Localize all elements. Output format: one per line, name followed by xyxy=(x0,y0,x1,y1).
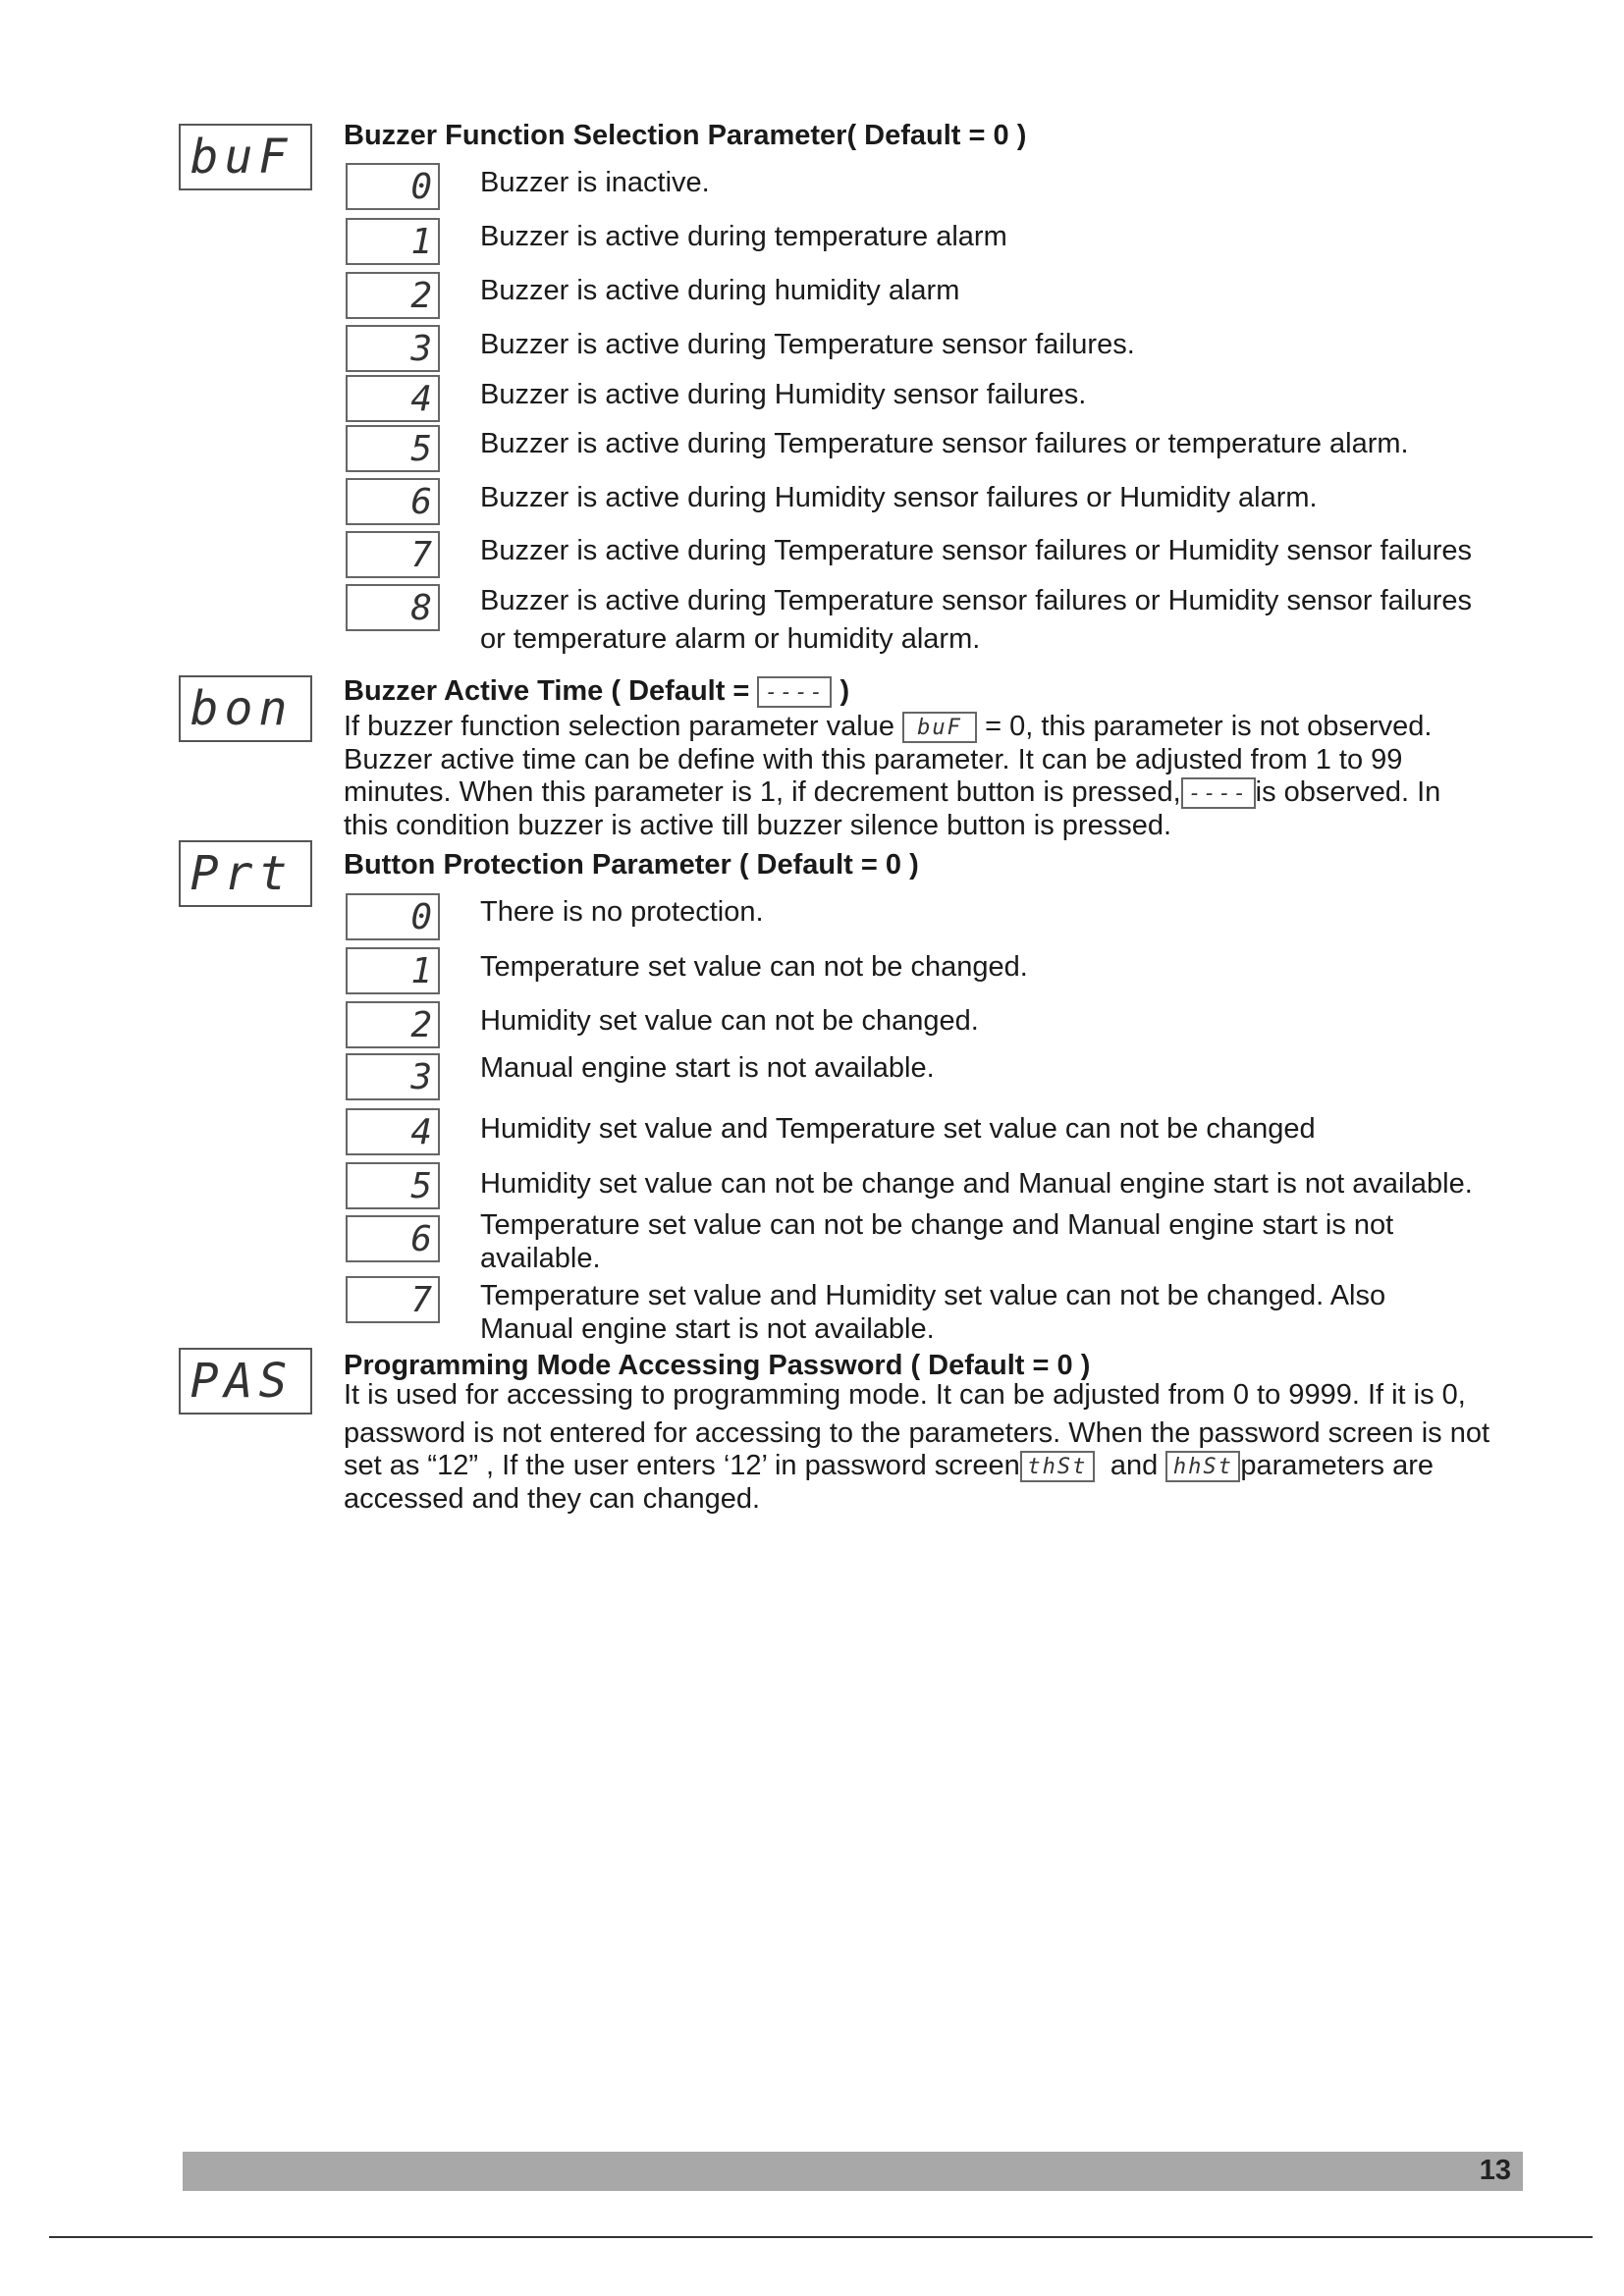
prt-option-value: 3 xyxy=(346,1053,440,1100)
buf-option-value: 4 xyxy=(346,375,440,422)
dashes-inline-display-icon: ---- xyxy=(1181,777,1256,809)
prt-option-value: 7 xyxy=(346,1276,440,1323)
buf-option-value: 7 xyxy=(346,531,440,578)
prt-display-icon: Prt xyxy=(179,840,312,907)
buf-option-value: 5 xyxy=(346,425,440,472)
default-dashes-display-icon: ---- xyxy=(757,676,832,708)
pas-line3-mid: and xyxy=(1094,1450,1166,1481)
prt-option-value: 1 xyxy=(346,947,440,994)
footer-bar xyxy=(183,2152,1523,2191)
buf-option-value: 8 xyxy=(346,584,440,631)
pas-section-title: Programming Mode Accessing Password ( Default = 0 ) xyxy=(344,1350,1091,1381)
buf-option-text: Buzzer is active during Humidity sensor failures or Humidity alarm. xyxy=(480,482,1318,513)
prt-option-text-continued: available. xyxy=(480,1243,601,1274)
buf-option-text: Buzzer is active during temperature alarm xyxy=(480,221,1007,252)
buf-option-text: Buzzer is inactive. xyxy=(480,167,710,198)
pas-paragraph-line: It is used for accessing to programming mode. It can be adjusted from 0 to 9999. If it is 0, xyxy=(344,1379,1466,1411)
bon-section-title xyxy=(344,675,849,708)
buf-option-text: Buzzer is active during Temperature sensor failures or temperature alarm. xyxy=(480,428,1409,459)
buf-option-value: 2 xyxy=(346,272,440,319)
prt-option-text: Manual engine start is not available. xyxy=(480,1052,935,1084)
bon-paragraph-line: this condition buzzer is active till buzzer silence button is pressed. xyxy=(344,810,1172,841)
bon-line1-text: If buzzer function selection parameter value xyxy=(344,711,903,742)
buf-section-title: Buzzer Function Selection Parameter( Default = 0 ) xyxy=(344,120,1027,151)
pas-paragraph-line: accessed and they can changed. xyxy=(344,1483,761,1515)
prt-option-text: Temperature set value can not be changed. xyxy=(480,951,1028,983)
buf-option-value: 0 xyxy=(346,163,440,210)
buf-inline-display-icon: buF xyxy=(902,712,977,743)
pas-paragraph-line xyxy=(344,1450,1434,1482)
prt-section-title: Button Protection Parameter ( Default = 0 ) xyxy=(344,849,919,881)
buf-option-text: Buzzer is active during Temperature sensor failures. xyxy=(480,329,1135,360)
pas-paragraph-line: password is not entered for accessing to the parameters. When the password screen is not xyxy=(344,1417,1490,1449)
prt-option-value: 5 xyxy=(346,1162,440,1209)
buf-option-value: 1 xyxy=(346,218,440,265)
bon-display-icon: bon xyxy=(179,675,312,742)
bon-line1-text-end: = 0, this parameter is not observed. xyxy=(977,711,1433,742)
buf-option-text: Buzzer is active during Temperature sensor failures or Humidity sensor failures xyxy=(480,585,1473,616)
thst-inline-display-icon: thSt xyxy=(1020,1451,1095,1482)
bon-paragraph-line: Buzzer active time can be define with this parameter. It can be adjusted from 1 to 99 xyxy=(344,744,1403,775)
prt-option-value: 4 xyxy=(346,1108,440,1155)
pas-line3-text: set as “12” , If the user enters ‘12’ in password screen xyxy=(344,1450,1020,1481)
bon-title-close: ) xyxy=(832,675,850,707)
bottom-divider xyxy=(49,2236,1593,2238)
prt-option-text-continued: Manual engine start is not available. xyxy=(480,1313,935,1345)
pas-display-icon: PAS xyxy=(179,1348,312,1415)
prt-option-value: 0 xyxy=(346,893,440,940)
prt-option-text: Humidity set value can not be change and Manual engine start is not available. xyxy=(480,1168,1473,1200)
bon-title-text: Buzzer Active Time ( Default = xyxy=(344,675,758,707)
bon-paragraph-line xyxy=(344,776,1440,809)
pas-line3-text-end: parameters are xyxy=(1240,1450,1435,1481)
buf-option-text: Buzzer is active during Temperature sensor failures or Humidity sensor failures xyxy=(480,535,1473,566)
prt-option-value: 2 xyxy=(346,1001,440,1048)
prt-option-value: 6 xyxy=(346,1215,440,1262)
bon-paragraph-line xyxy=(344,711,1432,743)
prt-option-text: There is no protection. xyxy=(480,896,764,928)
buf-option-value: 6 xyxy=(346,478,440,525)
prt-option-text: Humidity set value can not be changed. xyxy=(480,1005,979,1037)
hhst-inline-display-icon: hhSt xyxy=(1165,1451,1240,1482)
prt-option-text: Temperature set value can not be change and Manual engine start is not xyxy=(480,1209,1394,1241)
buf-display-icon: buF xyxy=(179,124,312,190)
buf-option-value: 3 xyxy=(346,325,440,372)
bon-line3-text: minutes. When this parameter is 1, if decrement button is pressed, xyxy=(344,776,1181,808)
prt-option-text: Temperature set value and Humidity set value can not be changed. Also xyxy=(480,1280,1386,1311)
page-number: 13 xyxy=(1479,2155,1511,2186)
buf-option-text: Buzzer is active during Humidity sensor failures. xyxy=(480,379,1087,410)
buf-option-text: Buzzer is active during humidity alarm xyxy=(480,275,960,306)
buf-option-text-continued: or temperature alarm or humidity alarm. xyxy=(480,623,981,655)
bon-line3-text-end: is observed. In xyxy=(1255,776,1441,808)
prt-option-text: Humidity set value and Temperature set value can not be changed xyxy=(480,1113,1316,1145)
